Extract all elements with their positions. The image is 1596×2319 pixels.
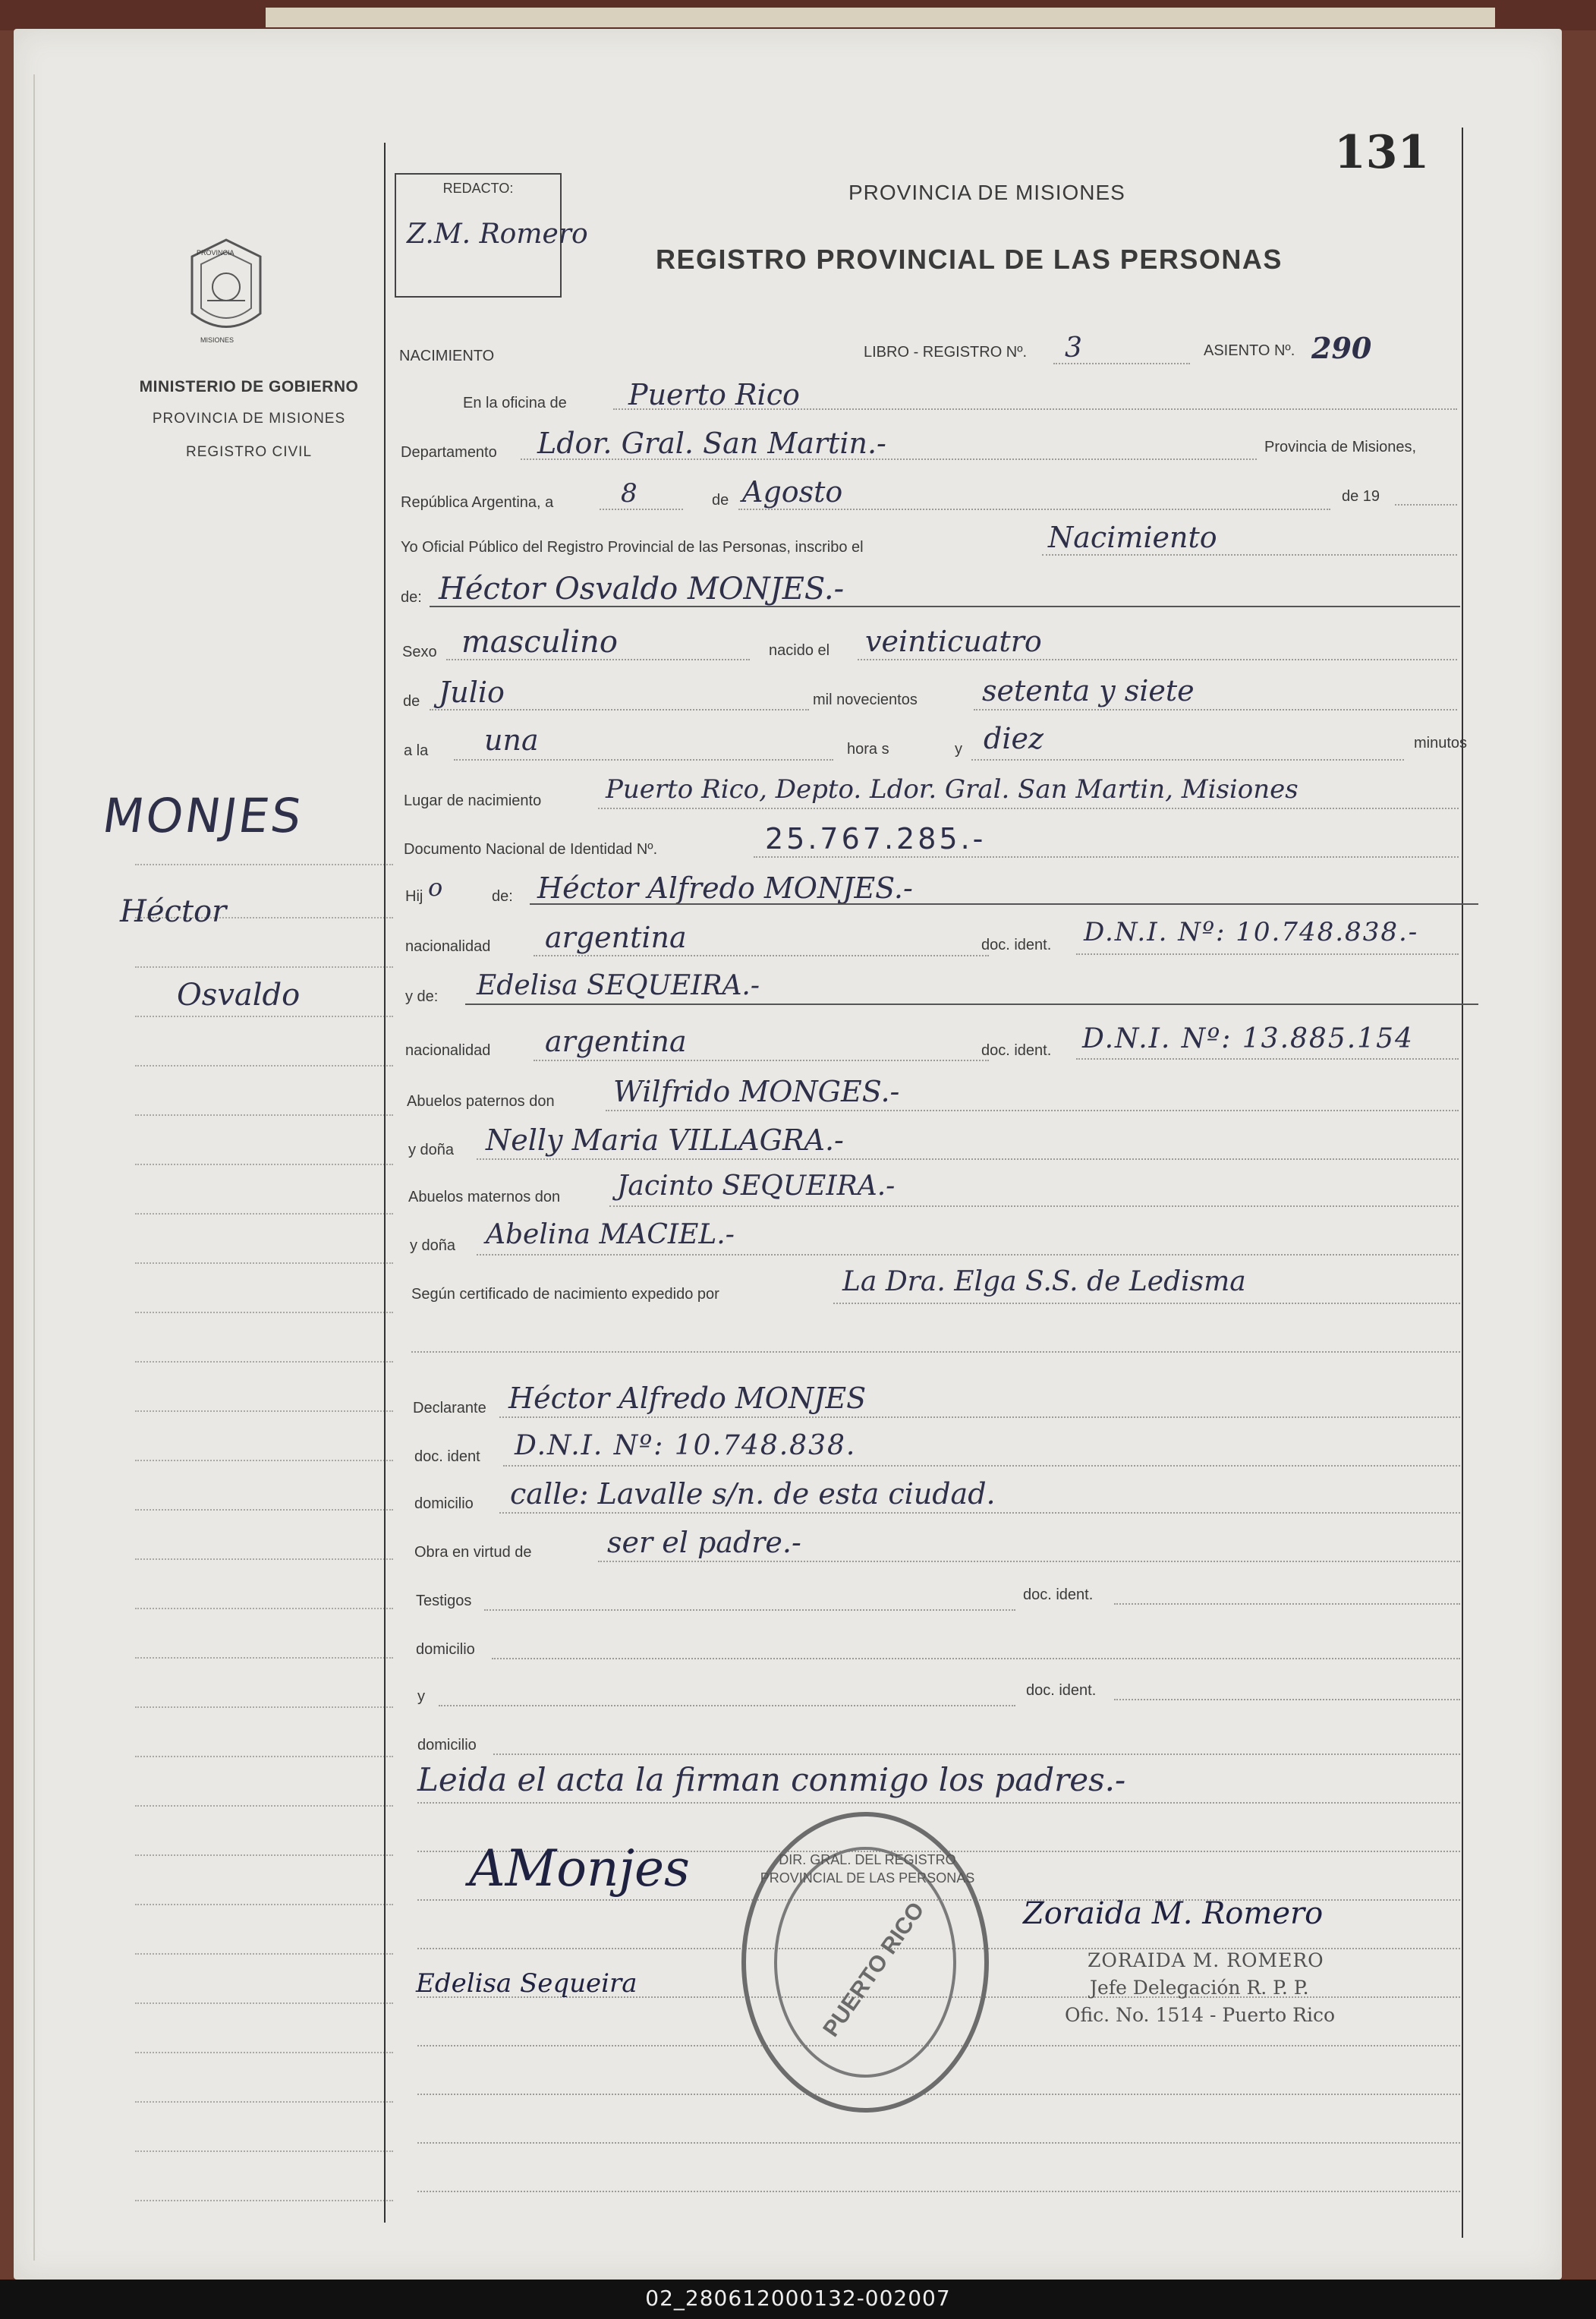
segun-label: Según certificado de nacimiento expedido por [411, 1286, 719, 1303]
adjacent-page-edge [266, 8, 1495, 27]
official-signature: Zoraida M. Romero [1023, 1896, 1324, 1931]
oficina-label: En la oficina de [463, 395, 567, 411]
caption-bar [0, 2280, 1596, 2319]
de-mes-label: de [403, 693, 420, 710]
nacido-value: veinticuatro [865, 625, 1042, 658]
sexo-label: Sexo [402, 644, 437, 660]
a-la-label: a la [404, 742, 429, 759]
abuelos-mat-label: Abuelos maternos don [408, 1189, 561, 1205]
docident5-label: doc. ident. [1026, 1682, 1097, 1699]
mil-label: mil novecientos [813, 692, 918, 708]
padre-value: Héctor Alfredo MONJES.- [537, 871, 913, 905]
yde-label: y de: [405, 988, 439, 1005]
page-number: 131 [1334, 126, 1430, 179]
province-header: PROVINCIA DE MISIONES [848, 181, 1125, 204]
hijo-label: Hij [405, 888, 423, 905]
stamp-ring-text: DIR. GRAL. DEL REGISTRO PROVINCIAL DE LAS PERSONAS [760, 1852, 975, 1886]
asiento-label: ASIENTO Nº. [1204, 342, 1295, 359]
dona2-label: y doña [410, 1237, 456, 1254]
nac1-value: argentina [545, 921, 687, 954]
nacimiento-label: NACIMIENTO [399, 348, 495, 364]
mother-signature: Edelisa Sequeira [416, 1968, 637, 1999]
dona1-label: y doña [408, 1142, 455, 1158]
official-name: ZORAIDA M. ROMERO [1088, 1949, 1324, 1971]
minutos-value: diez [984, 722, 1044, 755]
ministry-province: PROVINCIA DE MISIONES [152, 411, 346, 427]
margin-second-name: Osvaldo [177, 978, 301, 1013]
emblem-text-top: PROVINCIA [197, 249, 235, 257]
mes-nac-value: Julio [439, 676, 505, 709]
anio-value: setenta y siete [982, 674, 1195, 707]
sexo-value: masculino [461, 625, 618, 660]
ministry-title: MINISTERIO DE GOBIERNO [139, 378, 359, 395]
lugar-value: Puerto Rico, Depto. Ldor. Gral. San Martin, Misiones [606, 774, 1299, 805]
stamp-center-text: PUERTO RICO [818, 1898, 930, 2042]
abuela-pat-value: Nelly Maria VILLAGRA.- [486, 1123, 844, 1157]
official-title: Jefe Delegación R. P. P. [1090, 1977, 1309, 1999]
emblem-text-bottom: MISIONES [200, 336, 235, 344]
nac2-label: nacionalidad [405, 1042, 491, 1059]
de19-label: de 19 [1342, 488, 1380, 505]
dia-value: 8 [621, 478, 637, 509]
right-frame-line [1462, 128, 1463, 2238]
obra-value: ser el padre.- [607, 1526, 801, 1559]
nac1-label: nacionalidad [405, 938, 491, 955]
docident1-value: D.N.I. Nº: 10.748.838.- [1084, 917, 1419, 947]
ministry-registry: REGISTRO CIVIL [185, 444, 313, 460]
horas-label: hora s [847, 741, 889, 758]
register-page [14, 29, 1562, 2280]
abuelo-mat-value: Jacinto SEQUEIRA.- [617, 1171, 896, 1202]
docident2-label: doc. ident. [981, 1042, 1052, 1059]
y2-label: y [417, 1688, 425, 1705]
father-signature: AMonjes [469, 1839, 690, 1898]
libro-label: LIBRO - REGISTRO Nº. [864, 344, 1028, 361]
docident3-value: D.N.I. Nº: 10.748.838. [515, 1430, 857, 1461]
oficina-value: Puerto Rico [628, 378, 800, 411]
book-cover-edge [0, 0, 1596, 30]
asiento-value: 290 [1311, 331, 1372, 365]
redacto-label: REDACTO: [442, 181, 514, 196]
hijo-de-label: de: [492, 888, 513, 905]
yo-oficial-text: Yo Oficial Público del Registro Provincial de las Personas, inscribo el [401, 539, 864, 556]
docident4-label: doc. ident. [1023, 1586, 1094, 1603]
republica-label: República Argentina, a [401, 494, 554, 511]
nombre-value: Héctor Osvaldo MONJES.- [439, 572, 845, 607]
hora-value: una [484, 723, 539, 757]
lugar-label: Lugar de nacimiento [404, 792, 542, 809]
docident1-label: doc. ident. [981, 937, 1052, 953]
hijo-suffix: o [428, 873, 443, 902]
docident2-value: D.N.I. Nº: 13.885.154 [1082, 1023, 1414, 1054]
closing-text: Leida el acta la firman conmigo los padres.- [417, 1761, 1126, 1798]
obra-label: Obra en virtud de [414, 1544, 532, 1561]
segun-value: La Dra. Elga S.S. de Ledisma [842, 1266, 1246, 1297]
departamento-label: Departamento [401, 444, 497, 461]
image-caption: 02_280612000132-002007 [645, 2286, 951, 2311]
y-label: y [955, 741, 962, 758]
docident3-label: doc. ident [414, 1448, 480, 1465]
declarante-label: Declarante [413, 1400, 486, 1416]
domicilio1-value: calle: Lavalle s/n. de esta ciudad. [510, 1477, 996, 1511]
testigos-label: Testigos [416, 1593, 472, 1609]
redacto-box [395, 173, 588, 298]
libro-value: 3 [1065, 332, 1082, 364]
provincia-label: Provincia de Misiones, [1264, 439, 1417, 455]
de-nombre-label: de: [401, 589, 422, 606]
dni-value: 25.767.285.- [765, 822, 987, 855]
departamento-value: Ldor. Gral. San Martin.- [537, 427, 886, 460]
dni-label: Documento Nacional de Identidad Nº. [404, 841, 658, 858]
domicilio1-label: domicilio [414, 1495, 474, 1512]
redacto-signature: Z.M. Romero [407, 219, 588, 250]
abuela-mat-value: Abelina MACIEL.- [486, 1219, 735, 1250]
abuelo-pat-value: Wilfrido MONGES.- [613, 1075, 900, 1108]
domicilio3-label: domicilio [417, 1737, 477, 1753]
tipo-value: Nacimiento [1048, 521, 1217, 554]
registry-header: REGISTRO PROVINCIAL DE LAS PERSONAS [656, 244, 1283, 275]
nac2-value: argentina [545, 1025, 687, 1058]
domicilio2-label: domicilio [416, 1641, 475, 1658]
abuelos-pat-label: Abuelos paternos don [407, 1093, 555, 1110]
left-frame-line [384, 143, 386, 2223]
nacido-label: nacido el [769, 642, 830, 659]
binding-line [33, 74, 35, 2261]
mes-value: Agosto [742, 475, 843, 509]
madre-value: Edelisa SEQUEIRA.- [477, 970, 760, 1001]
official-office: Ofic. No. 1514 - Puerto Rico [1065, 2004, 1335, 2026]
minutos-label: minutos [1414, 735, 1468, 751]
declarante-value: Héctor Alfredo MONJES [508, 1382, 867, 1415]
de-label: de [712, 492, 729, 509]
margin-first-name: Héctor [120, 894, 227, 929]
margin-surname: MONJES [99, 788, 307, 843]
